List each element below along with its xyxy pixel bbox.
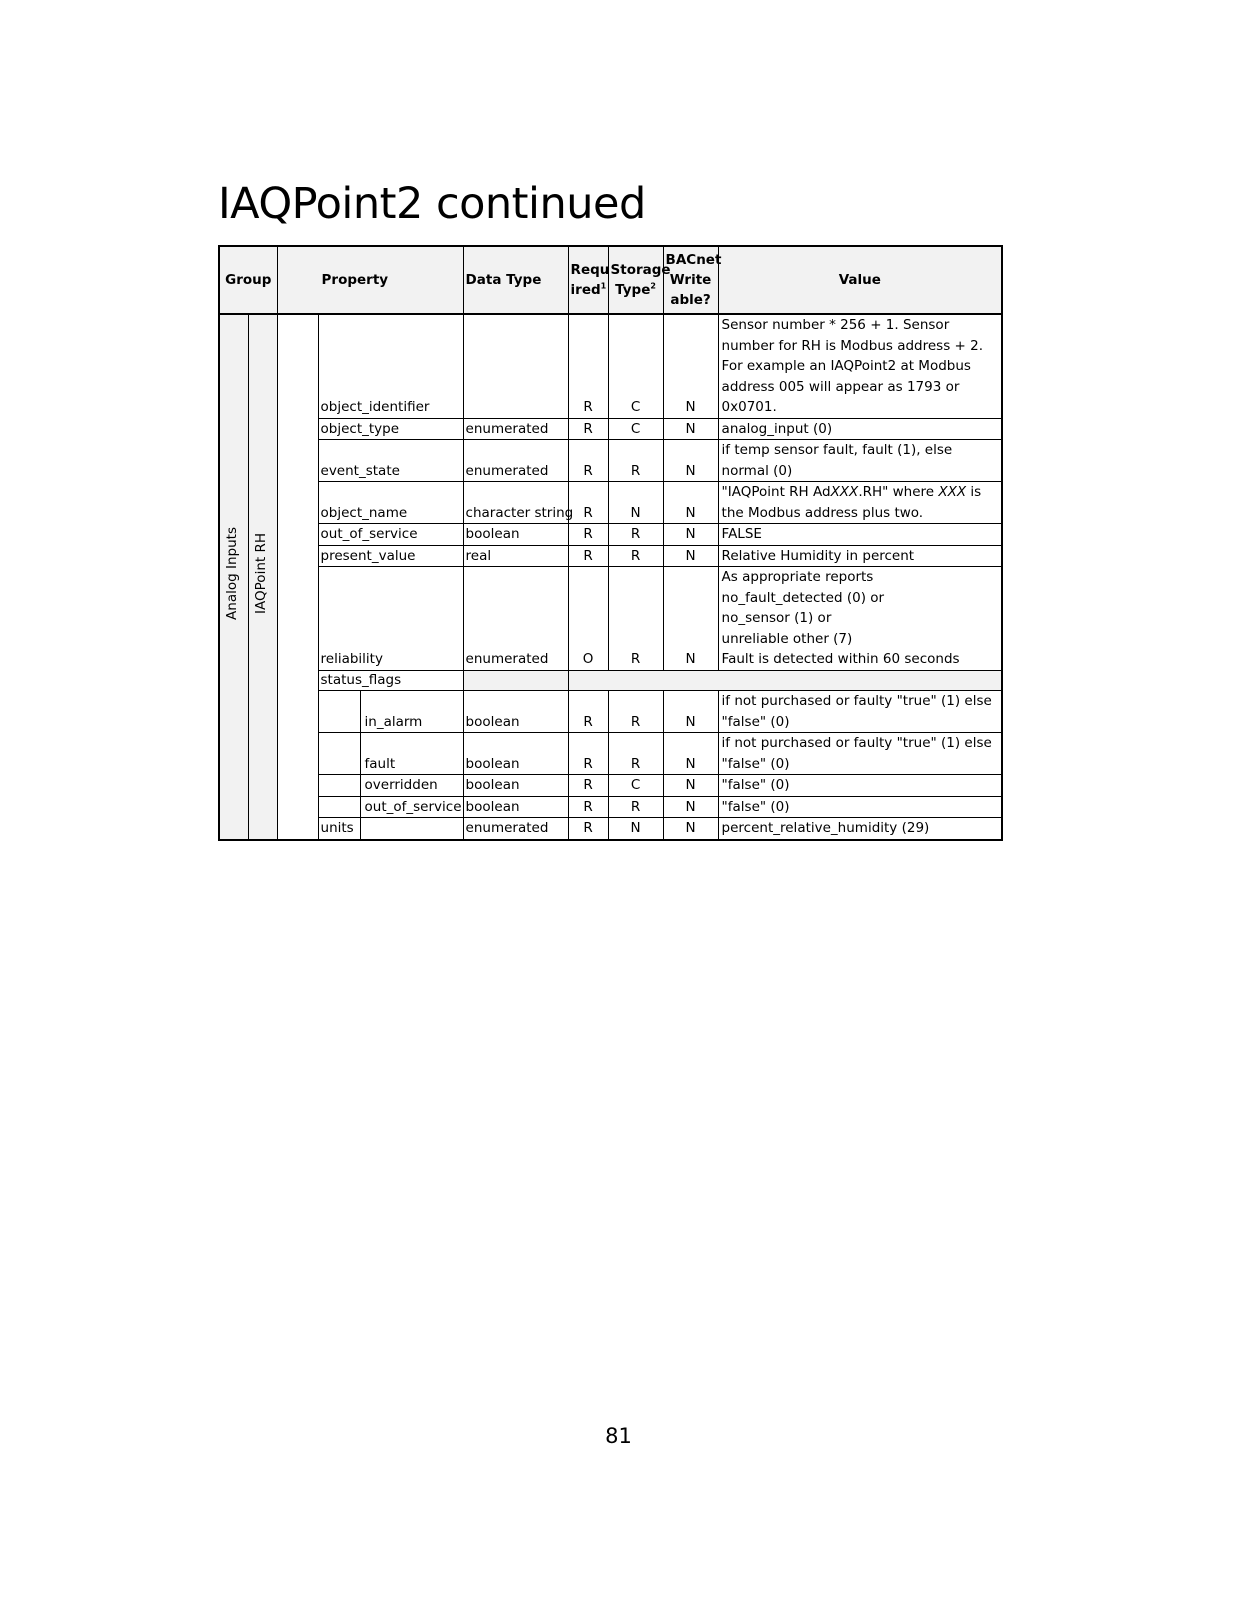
value: "false" (0) bbox=[718, 796, 1002, 818]
sub-indent bbox=[318, 733, 360, 775]
required: R bbox=[568, 818, 608, 840]
storage-type: R bbox=[608, 567, 663, 671]
property-name: object_identifier bbox=[318, 314, 463, 418]
writeable: N bbox=[663, 733, 718, 775]
writeable: N bbox=[663, 818, 718, 840]
storage-type: C bbox=[608, 775, 663, 797]
page-title: IAQPoint2 continued bbox=[218, 179, 646, 229]
status-flags-shaded bbox=[568, 670, 1002, 691]
property-name: out_of_service bbox=[318, 524, 463, 546]
page-number: 81 bbox=[605, 1424, 632, 1448]
subproperty-name: out_of_service bbox=[360, 796, 463, 818]
data-type: boolean bbox=[463, 691, 568, 733]
writeable: N bbox=[663, 482, 718, 524]
data-type: boolean bbox=[463, 524, 568, 546]
required: R bbox=[568, 482, 608, 524]
table-row bbox=[219, 818, 1002, 840]
subgroup-label: IAQPoint RH bbox=[252, 533, 269, 614]
value: analog_input (0) bbox=[718, 418, 1002, 440]
value: FALSE bbox=[718, 524, 1002, 546]
value-line: no_fault_detected (0) or bbox=[721, 589, 885, 606]
data-type bbox=[463, 314, 568, 418]
value: if temp sensor fault, fault (1), else normal (0) bbox=[718, 440, 1002, 482]
subproperty-name: overridden bbox=[360, 775, 463, 797]
required: R bbox=[568, 733, 608, 775]
table-row bbox=[219, 670, 1002, 691]
header-property: Property bbox=[277, 246, 463, 314]
table-row bbox=[219, 796, 1002, 818]
value bbox=[718, 567, 1002, 671]
subproperty-name: fault bbox=[360, 733, 463, 775]
writeable: N bbox=[663, 796, 718, 818]
property-name: event_state bbox=[318, 440, 463, 482]
value-part: XXX bbox=[830, 484, 859, 500]
property-name: present_value bbox=[318, 545, 463, 567]
data-type: enumerated bbox=[463, 818, 568, 840]
storage-type: N bbox=[608, 482, 663, 524]
required: O bbox=[568, 567, 608, 671]
table-row bbox=[219, 314, 1002, 418]
data-type: boolean bbox=[463, 775, 568, 797]
writeable: N bbox=[663, 314, 718, 418]
table-row bbox=[219, 418, 1002, 440]
header-storage-label: Storage Type bbox=[610, 262, 671, 298]
table-row bbox=[219, 733, 1002, 775]
data-type: enumerated bbox=[463, 418, 568, 440]
storage-type: R bbox=[608, 545, 663, 567]
header-row bbox=[219, 246, 1002, 314]
value: Sensor number * 256 + 1. Sensor number for RH is Modbus address + 2. For example an IAQPoint2 at Modbus address 005 will appear as 1793 or 0x0701. bbox=[718, 314, 1002, 418]
storage-type: N bbox=[608, 818, 663, 840]
writeable: N bbox=[663, 440, 718, 482]
sub-indent bbox=[318, 775, 360, 797]
storage-type: R bbox=[608, 733, 663, 775]
value-part: is the Modbus address plus two. bbox=[721, 484, 982, 521]
header-required-label: Requ ired bbox=[570, 262, 610, 298]
required: R bbox=[568, 775, 608, 797]
required: R bbox=[568, 314, 608, 418]
storage-type: R bbox=[608, 440, 663, 482]
table-row bbox=[219, 691, 1002, 733]
writeable: N bbox=[663, 418, 718, 440]
bacnet-properties-table bbox=[218, 245, 1003, 841]
value-line: Fault is detected within 60 seconds bbox=[721, 651, 960, 667]
subgroup-cell bbox=[248, 314, 277, 840]
required: R bbox=[568, 796, 608, 818]
group-cell bbox=[219, 314, 248, 840]
value-line: no_sensor (1) or bbox=[721, 610, 832, 626]
data-type: enumerated bbox=[463, 567, 568, 671]
indent-spacer bbox=[277, 314, 318, 840]
header-required bbox=[568, 246, 608, 314]
writeable: N bbox=[663, 545, 718, 567]
header-value: Value bbox=[718, 246, 1002, 314]
header-writeable: BACnet Write able? bbox=[663, 246, 718, 314]
storage-type: C bbox=[608, 314, 663, 418]
table-row bbox=[219, 567, 1002, 671]
data-type: boolean bbox=[463, 796, 568, 818]
table-row bbox=[219, 775, 1002, 797]
required: R bbox=[568, 691, 608, 733]
value-part: "IAQPoint RH Ad bbox=[721, 484, 831, 500]
property-name: object_name bbox=[318, 482, 463, 524]
header-required-footnote: 1 bbox=[600, 281, 607, 291]
required: R bbox=[568, 418, 608, 440]
header-group: Group bbox=[219, 246, 277, 314]
value: Relative Humidity in percent bbox=[718, 545, 1002, 567]
writeable: N bbox=[663, 567, 718, 671]
storage-type: C bbox=[608, 418, 663, 440]
property-extra bbox=[360, 818, 463, 840]
value-part: .RH" where bbox=[858, 484, 939, 500]
required: R bbox=[568, 524, 608, 546]
value: if not purchased or faulty "true" (1) else "false" (0) bbox=[718, 733, 1002, 775]
sub-indent bbox=[318, 796, 360, 818]
value-line: As appropriate reports bbox=[721, 569, 874, 585]
required: R bbox=[568, 440, 608, 482]
subproperty-name: in_alarm bbox=[360, 691, 463, 733]
property-name: object_type bbox=[318, 418, 463, 440]
writeable: N bbox=[663, 775, 718, 797]
sub-indent bbox=[318, 691, 360, 733]
group-label: Analog Inputs bbox=[224, 527, 240, 620]
property-name: units bbox=[318, 818, 360, 840]
table-row bbox=[219, 545, 1002, 567]
property-name: status_flags bbox=[318, 670, 463, 691]
header-storage-type bbox=[608, 246, 671, 314]
storage-type: R bbox=[608, 524, 663, 546]
table-row bbox=[219, 524, 1002, 546]
value-part: XXX bbox=[938, 484, 967, 500]
header-data-type: Data Type bbox=[463, 246, 568, 314]
data-type: real bbox=[463, 545, 568, 567]
storage-type: R bbox=[608, 691, 663, 733]
value: "false" (0) bbox=[718, 775, 1002, 797]
table-row bbox=[219, 482, 1002, 524]
required: R bbox=[568, 545, 608, 567]
data-type: boolean bbox=[463, 733, 568, 775]
value: percent_relative_humidity (29) bbox=[718, 818, 1002, 840]
writeable: N bbox=[663, 691, 718, 733]
header-storage-footnote: 2 bbox=[650, 281, 656, 291]
value bbox=[718, 482, 1002, 524]
data-type-empty bbox=[463, 670, 568, 691]
storage-type: R bbox=[608, 796, 663, 818]
table-row bbox=[219, 440, 1002, 482]
property-name: reliability bbox=[318, 567, 463, 671]
value: if not purchased or faulty "true" (1) else "false" (0) bbox=[718, 691, 1002, 733]
value-line: unreliable other (7) bbox=[721, 630, 853, 647]
data-type: character string bbox=[463, 482, 568, 524]
writeable: N bbox=[663, 524, 718, 546]
data-type: enumerated bbox=[463, 440, 568, 482]
